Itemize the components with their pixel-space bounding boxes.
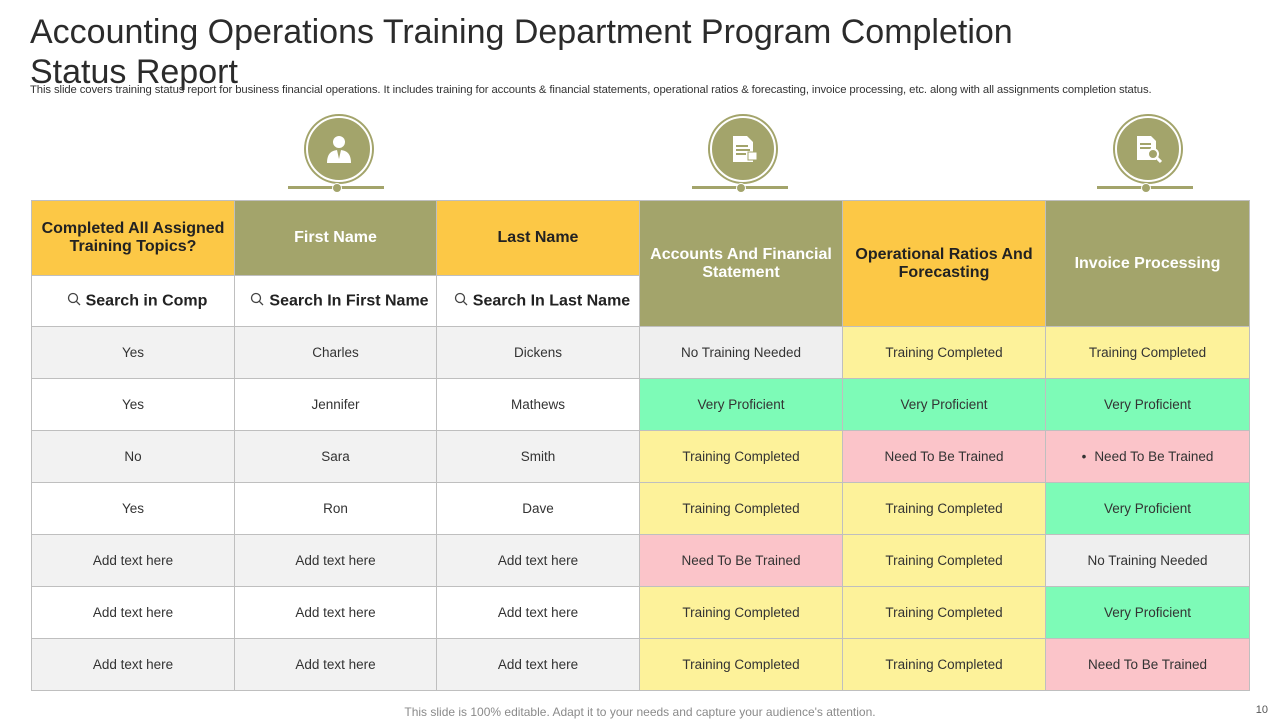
training-status-table [31,200,1250,691]
cell-last-name: Add text here [437,535,640,587]
cell-ratios-status: Training Completed [843,639,1046,691]
search-first-name-label: Search In First Name [269,292,429,310]
cell-ratios-status: Need To Be Trained [843,431,1046,483]
cell-last-name: Dickens [437,327,640,379]
cell-invoice-status-text: Need To Be Trained [1094,449,1214,464]
header-last-name: Last Name [437,201,640,276]
table-row [32,639,1250,691]
cell-invoice-status: Training Completed [1046,327,1250,379]
cell-completed: Yes [32,327,235,379]
cell-completed: Add text here [32,535,235,587]
table-row [32,431,1250,483]
cell-first-name: Jennifer [235,379,437,431]
cell-accounts-status: Training Completed [640,431,843,483]
page-number: 10 [1255,704,1268,716]
document-search-icon [1115,116,1181,182]
cell-completed: Yes [32,379,235,431]
cell-ratios-status: Training Completed [843,327,1046,379]
cell-accounts-status: Need To Be Trained [640,535,843,587]
cell-last-name: Dave [437,483,640,535]
cell-completed: Add text here [32,587,235,639]
document-icon-badge [692,116,792,192]
cell-invoice-status [1046,431,1250,483]
header-operational-ratios: Operational Ratios And Forecasting [843,201,1046,327]
cell-accounts-status: No Training Needed [640,327,843,379]
cell-invoice-status: Very Proficient [1046,379,1250,431]
bullet-icon: • [1081,449,1087,464]
cell-first-name: Ron [235,483,437,535]
cell-last-name: Add text here [437,587,640,639]
header-accounts-financial: Accounts And Financial Statement [640,201,843,327]
cell-last-name: Mathews [437,379,640,431]
person-icon-badge [288,116,388,192]
search-last-name-field[interactable] [437,276,640,327]
document-icon [710,116,776,182]
cell-first-name: Add text here [235,639,437,691]
document-search-icon-badge [1097,116,1197,192]
slide-footer: This slide is 100% editable. Adapt it to your needs and capture your audience's attention. [404,705,876,719]
table-row [32,535,1250,587]
table-row [32,379,1250,431]
header-completed-all: Completed All Assigned Training Topics? [32,201,235,276]
cell-invoice-status: Very Proficient [1046,587,1250,639]
cell-first-name: Charles [235,327,437,379]
search-icon [453,292,469,311]
search-completed-label: Search in Comp [85,292,208,310]
cell-completed: Add text here [32,639,235,691]
search-first-name-field[interactable] [235,276,437,327]
slide-subtitle: This slide covers training status report for business financial operations. It includes training for accounts & financial statements, operational ratios & forecasting, invoice processing, etc. along with all assignments completion status. [30,84,1152,96]
cell-invoice-status: Very Proficient [1046,483,1250,535]
table-row [32,483,1250,535]
search-completed-field[interactable] [32,276,235,327]
cell-last-name: Smith [437,431,640,483]
cell-accounts-status: Training Completed [640,587,843,639]
table-row [32,587,1250,639]
cell-ratios-status: Training Completed [843,587,1046,639]
cell-accounts-status: Training Completed [640,639,843,691]
cell-ratios-status: Training Completed [843,535,1046,587]
cell-first-name: Add text here [235,587,437,639]
cell-first-name: Add text here [235,535,437,587]
search-icon [249,292,265,311]
header-invoice-processing: Invoice Processing [1046,201,1250,327]
slide-title: Accounting Operations Training Department Program Completion Status Report [30,13,1013,91]
cell-ratios-status: Training Completed [843,483,1046,535]
cell-accounts-status: Training Completed [640,483,843,535]
cell-invoice-status: No Training Needed [1046,535,1250,587]
header-first-name: First Name [235,201,437,276]
search-icon [66,292,82,311]
cell-last-name: Add text here [437,639,640,691]
search-last-name-label: Search In Last Name [472,292,631,310]
cell-ratios-status: Very Proficient [843,379,1046,431]
table-row [32,327,1250,379]
cell-completed: No [32,431,235,483]
cell-invoice-status: Need To Be Trained [1046,639,1250,691]
person-icon [306,116,372,182]
header-row [32,201,1250,276]
cell-accounts-status: Very Proficient [640,379,843,431]
cell-completed: Yes [32,483,235,535]
cell-first-name: Sara [235,431,437,483]
